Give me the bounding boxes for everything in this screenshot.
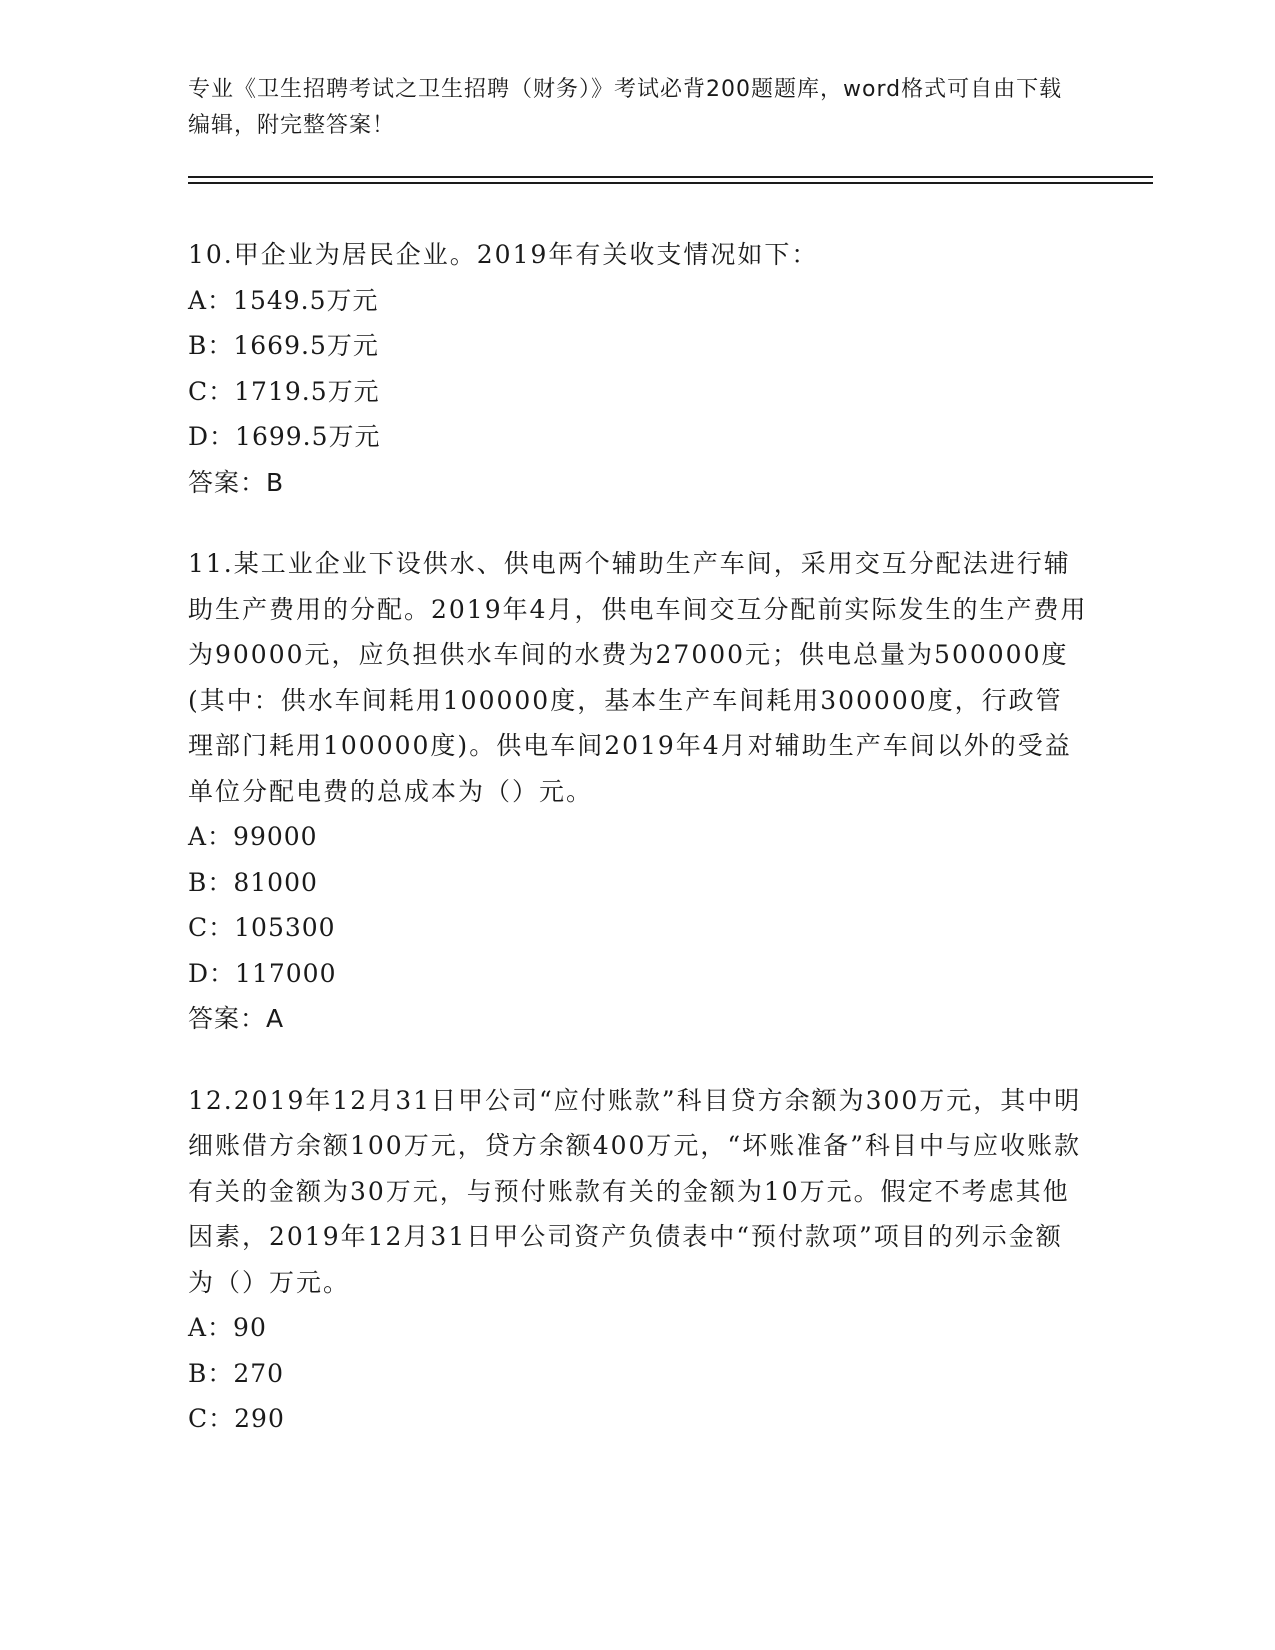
question-list [188, 232, 1088, 1478]
option-c: C：290 [188, 1404, 285, 1433]
question-text: 11.某工业企业下设供水、供电两个辅助生产车间，采用交互分配法进行辅助生产费用的分配。2019年4月，供电车间交互分配前实际发生的生产费用为90000元，应负担供水车间的水费为27000元；供电总量为500000度(其中：供水车间耗用100000度，基本生产车间耗用300000度，行政管理部门耗用100000度)。供电车间2019年4月对辅助生产车间以外的受益单位分配电费的总成本为（）元。 [188, 549, 1088, 806]
option-a: A：99000 [188, 822, 318, 851]
option-a: A：90 [188, 1313, 267, 1342]
header-divider-top [188, 176, 1153, 178]
option-d: D：1699.5万元 [188, 422, 381, 451]
option-d: D：117000 [188, 958, 337, 988]
answer-label: 答案：B [188, 467, 285, 497]
question-12 [188, 1078, 1088, 1442]
header-divider-bottom [188, 182, 1153, 184]
question-text: 12.2019年12月31日甲公司“应付账款”科目贷方余额为300万元，其中明细账借方余额100万元，贷方余额400万元，“坏账准备”科目中与应收账款有关的金额为30万元，与预付账款有关的金额为10万元。假定不考虑其他因素，2019年12月31日甲公司资产负债表中“预付款项”项目的列示金额为（）万元。 [188, 1085, 1082, 1297]
option-b: B：81000 [188, 867, 318, 897]
option-b: B：1669.5万元 [188, 331, 379, 360]
question-10 [188, 232, 1088, 505]
option-a: A：1549.5万元 [188, 285, 379, 315]
option-c: C：1719.5万元 [188, 376, 380, 406]
question-11 [188, 541, 1088, 1042]
document-header: 专业《卫生招聘考试之卫生招聘（财务）》考试必背200题题库，word格式可自由下载编辑，附完整答案！ [188, 77, 1063, 138]
question-text: 10.甲企业为居民企业。2019年有关收支情况如下： [188, 240, 819, 269]
option-b: B：270 [188, 1358, 285, 1388]
answer-label: 答案：A [188, 1004, 285, 1033]
option-c: C：105300 [188, 913, 336, 942]
